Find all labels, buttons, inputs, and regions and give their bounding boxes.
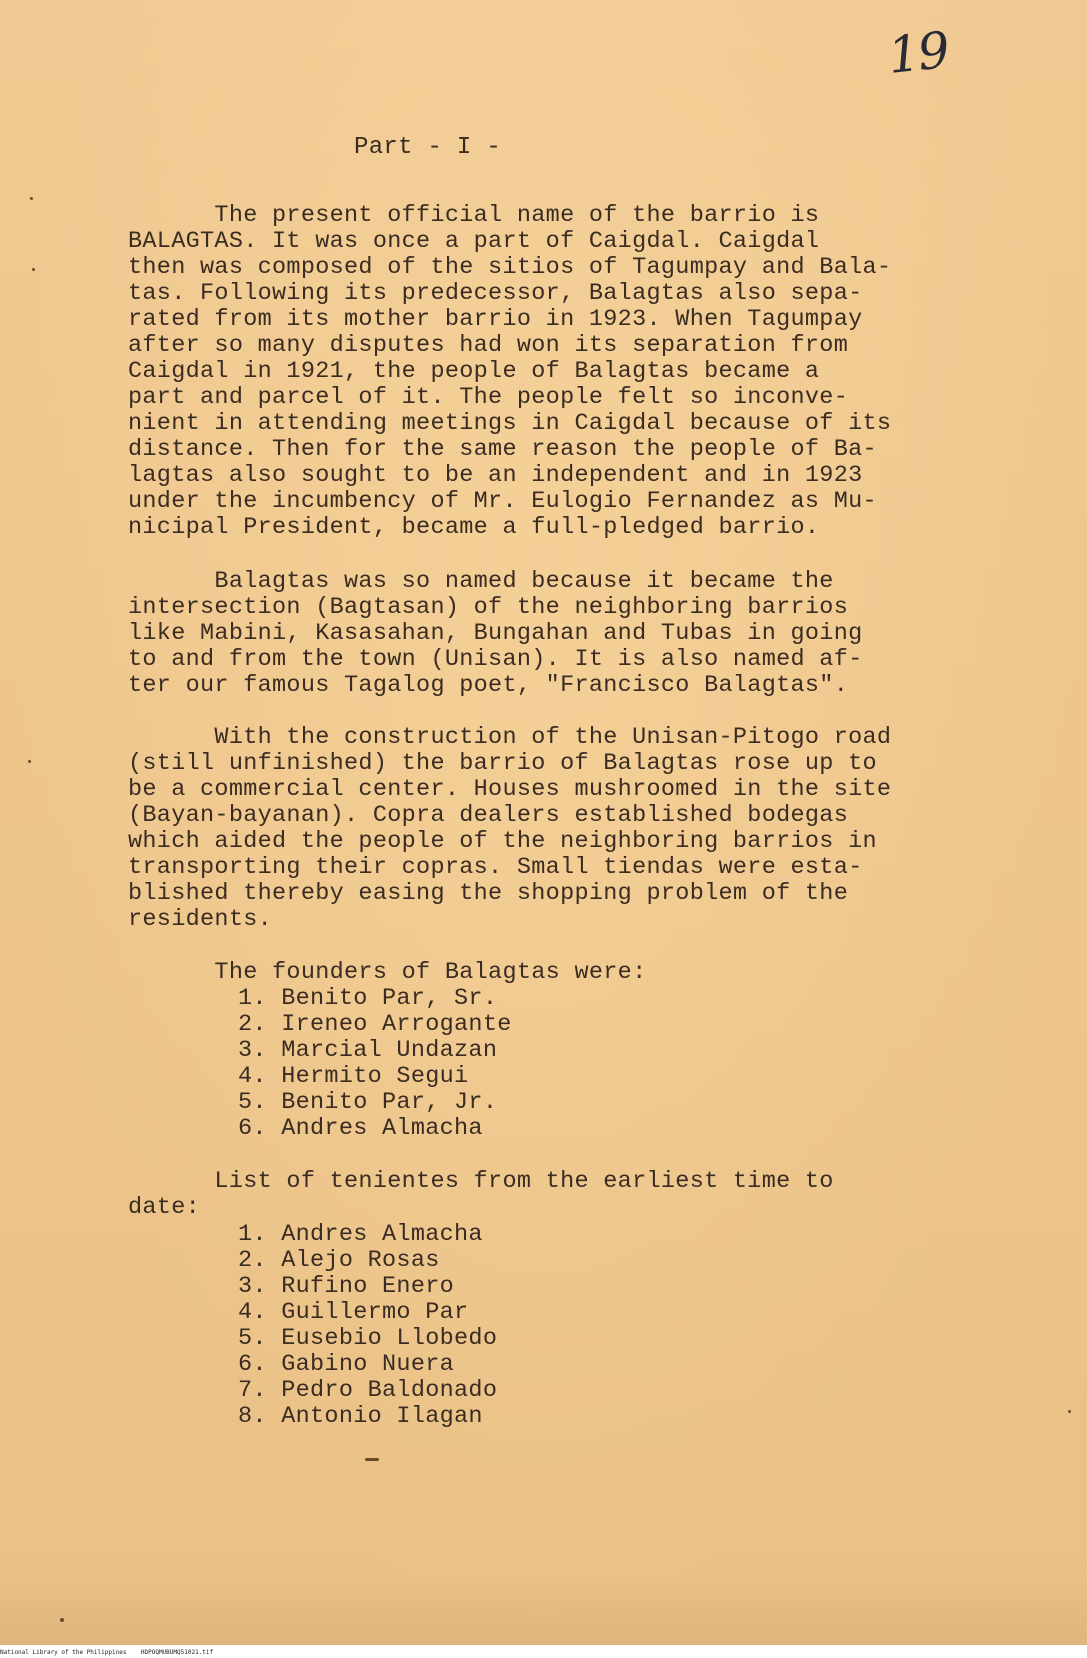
list-item: 6. Andres Almacha bbox=[238, 1115, 483, 1142]
text-line: (Bayan-bayanan). Copra dealers established bodegas bbox=[128, 802, 849, 829]
list-item: 1. Andres Almacha bbox=[238, 1221, 483, 1248]
text-line: like Mabini, Kasasahan, Bungahan and Tubas in going bbox=[128, 620, 863, 647]
tenientes-list bbox=[238, 1221, 498, 1492]
paper-speck bbox=[1068, 1410, 1071, 1413]
text-line: With the construction of the Unisan-Pitogo road bbox=[128, 724, 892, 751]
list-item: 3. Marcial Undazan bbox=[238, 1037, 498, 1064]
text-line: intersection (Bagtasan) of the neighboring barrios bbox=[128, 594, 849, 621]
list-item: 2. Ireneo Arrogante bbox=[238, 1011, 512, 1038]
text-line: nicipal President, became a full-pledged barrio. bbox=[128, 514, 820, 541]
list-item: 4. Hermito Segui bbox=[238, 1063, 469, 1090]
text-line: Caigdal in 1921, the people of Balagtas became a bbox=[128, 358, 820, 385]
text-line: rated from its mother barrio in 1923. When Tagumpay bbox=[128, 306, 863, 333]
list-item: 3. Rufino Enero bbox=[238, 1273, 455, 1300]
text-line: BALAGTAS. It was once a part of Caigdal. Caigdal bbox=[128, 228, 820, 255]
text-line: residents. bbox=[128, 906, 273, 933]
text-line: lagtas also sought to be an independent and in 1923 bbox=[128, 462, 863, 489]
founders-intro: The founders of Balagtas were: bbox=[128, 959, 647, 986]
list-item: 4. Guillermo Par bbox=[238, 1299, 469, 1326]
section-heading: Part - I - bbox=[354, 134, 502, 161]
text-line: to and from the town (Unisan). It is also named af- bbox=[128, 646, 863, 673]
handwritten-page-number: 19 bbox=[885, 21, 951, 85]
tenientes-intro: List of tenientes from the earliest time to bbox=[128, 1168, 834, 1195]
list-item: 6. Gabino Nuera bbox=[238, 1351, 455, 1378]
text-line: be a commercial center. Houses mushroomed in the site bbox=[128, 776, 892, 803]
text-line: The present official name of the barrio is bbox=[128, 202, 820, 229]
paper-speck bbox=[60, 1618, 64, 1622]
text-line: tas. Following its predecessor, Balagtas also sepa- bbox=[128, 280, 863, 307]
text-line: transporting their copras. Small tiendas were esta- bbox=[128, 854, 863, 881]
tenientes-intro-continued: date: bbox=[128, 1194, 201, 1221]
list-item: 1. Benito Par, Sr. bbox=[238, 985, 498, 1012]
text-line: under the incumbency of Mr. Eulogio Fernandez as Mu- bbox=[128, 488, 877, 515]
text-line: blished thereby easing the shopping problem of the bbox=[128, 880, 849, 907]
paper-speck bbox=[30, 197, 33, 200]
list-item: 2. Alejo Rosas bbox=[238, 1247, 440, 1274]
paper-speck bbox=[28, 760, 31, 763]
text-line: nient in attending meetings in Caigdal because of its bbox=[128, 410, 892, 437]
text-line: after so many disputes had won its separation from bbox=[128, 332, 849, 359]
text-line: then was composed of the sitios of Tagumpay and Bala- bbox=[128, 254, 892, 281]
scan-footer-caption: National Library of the Philippines HDPOQMUBUMQ51021.tif bbox=[0, 1649, 214, 1656]
list-item: 5. Benito Par, Jr. bbox=[238, 1089, 498, 1116]
paper-speck bbox=[32, 268, 35, 271]
text-line: part and parcel of it. The people felt so inconve- bbox=[128, 384, 849, 411]
text-line: Balagtas was so named because it became the bbox=[128, 568, 834, 595]
paper-speck bbox=[365, 1458, 379, 1461]
text-line: ter our famous Tagalog poet, "Francisco Balagtas". bbox=[128, 672, 849, 699]
list-item: 8. Antonio Ilagan bbox=[238, 1403, 483, 1430]
text-line: (still unfinished) the barrio of Balagtas rose up to bbox=[128, 750, 877, 777]
page-edge-shadow bbox=[0, 1575, 1087, 1645]
list-item: 7. Pedro Baldonado bbox=[238, 1377, 498, 1404]
list-item: 5. Eusebio Llobedo bbox=[238, 1325, 498, 1352]
text-line: which aided the people of the neighboring barrios in bbox=[128, 828, 877, 855]
text-line: distance. Then for the same reason the people of Ba- bbox=[128, 436, 877, 463]
